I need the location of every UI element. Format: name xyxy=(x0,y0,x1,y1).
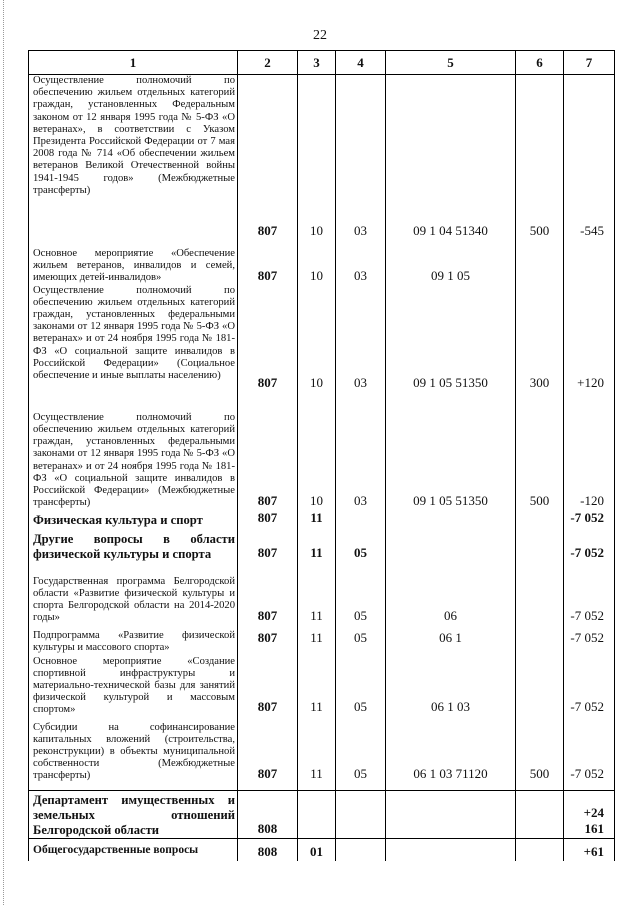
row-description: Осуществление полномочий по обеспечению жильем отдельных категорий граждан, установленных федеральными законами от 12 января 1995 года № 5-ФЗ «О ветеранах» и от 24 ноября 1995 года № 181-ФЗ «О социальной защите инвалидов в Российской Федерации» (Межбюджетные трансферты) xyxy=(29,395,238,510)
column-header-4: 4 xyxy=(336,51,386,75)
cell-target-article: 09 1 05 51350 xyxy=(386,285,516,395)
cell-target-article: 06 xyxy=(386,562,516,625)
cell-target-article: 09 1 05 51350 xyxy=(386,395,516,510)
table-row xyxy=(29,245,615,285)
cell-section: 11 xyxy=(298,717,336,783)
cell-expense-type xyxy=(516,245,564,285)
cell-amount: +120 xyxy=(564,285,615,395)
column-header-1: 1 xyxy=(29,51,238,75)
page-edge-line xyxy=(3,0,5,905)
cell-subsection: 05 xyxy=(336,656,386,717)
row-description: Осуществление полномочий по обеспечению жильем отдельных категорий граждан, установленных федеральными законами от 12 января 1995 года № 5-ФЗ «О ветеранах» и от 24 ноября 1995 года № 181-ФЗ «О социальной защите инвалидов в Российской Федерации» (Социальное обеспечение и иные выплаты населению) xyxy=(29,285,238,395)
cell-amount: -545 xyxy=(564,75,615,240)
column-header-7: 7 xyxy=(564,51,615,75)
cell-target-article: 06 1 03 xyxy=(386,656,516,717)
cell-expense-type xyxy=(516,656,564,717)
cell-section: 11 xyxy=(298,656,336,717)
cell-expense-type: 300 xyxy=(516,285,564,395)
page-number: 22 xyxy=(313,28,327,43)
cell-ministry-code: 807 xyxy=(238,656,298,717)
cell-amount: +24 161 xyxy=(564,791,615,839)
cell-amount: -7 052 xyxy=(564,717,615,783)
table-header-row xyxy=(29,51,615,75)
cell-subsection: 03 xyxy=(336,75,386,240)
cell-ministry-code: 807 xyxy=(238,630,298,656)
cell-ministry-code: 807 xyxy=(238,75,298,240)
cell-ministry-code: 807 xyxy=(238,285,298,395)
cell-section: 11 xyxy=(298,630,336,656)
cell-section: 10 xyxy=(298,245,336,285)
table-row xyxy=(29,395,615,510)
cell-subsection xyxy=(336,510,386,527)
table-row xyxy=(29,562,615,625)
cell-target-article: 06 1 03 71120 xyxy=(386,717,516,783)
cell-expense-type: 500 xyxy=(516,717,564,783)
cell-ministry-code: 807 xyxy=(238,245,298,285)
cell-amount: -120 xyxy=(564,395,615,510)
cell-ministry-code: 808 xyxy=(238,844,298,861)
cell-subsection: 03 xyxy=(336,285,386,395)
table-row xyxy=(29,630,615,656)
cell-expense-type xyxy=(516,791,564,839)
cell-subsection xyxy=(336,844,386,861)
table-row xyxy=(29,791,615,839)
cell-ministry-code: 807 xyxy=(238,717,298,783)
cell-section xyxy=(298,791,336,839)
cell-target-article xyxy=(386,532,516,562)
cell-amount xyxy=(564,245,615,285)
row-description: Государственная программа Белгородской области «Развитие физической культуры и спорта Белгородской области на 2014-2020 годы» xyxy=(29,562,238,625)
row-description: Физическая культура и спорт xyxy=(29,510,238,527)
cell-expense-type xyxy=(516,532,564,562)
table-row xyxy=(29,532,615,562)
column-header-3: 3 xyxy=(298,51,336,75)
cell-subsection: 05 xyxy=(336,717,386,783)
row-description: Департамент имущественных и земельных отношений Белгородской области xyxy=(29,791,238,839)
cell-subsection: 03 xyxy=(336,395,386,510)
row-description: Основное мероприятие «Создание спортивной инфраструктуры и материально-технической базы для занятий физической культурой и массовым спортом» xyxy=(29,656,238,717)
column-header-5: 5 xyxy=(386,51,516,75)
cell-amount: -7 052 xyxy=(564,656,615,717)
column-header-6: 6 xyxy=(516,51,564,75)
cell-expense-type xyxy=(516,630,564,656)
table-row xyxy=(29,285,615,395)
cell-target-article: 09 1 04 51340 xyxy=(386,75,516,240)
table-row xyxy=(29,844,615,861)
cell-section: 01 xyxy=(298,844,336,861)
cell-subsection: 05 xyxy=(336,630,386,656)
table-row xyxy=(29,510,615,527)
cell-section: 10 xyxy=(298,75,336,240)
cell-amount: -7 052 xyxy=(564,532,615,562)
cell-subsection xyxy=(336,791,386,839)
cell-expense-type: 500 xyxy=(516,75,564,240)
cell-section: 10 xyxy=(298,285,336,395)
cell-subsection: 05 xyxy=(336,532,386,562)
row-description: Общегосударственные вопросы xyxy=(29,844,238,861)
row-description: Другие вопросы в области физической культуры и спорта xyxy=(29,532,238,562)
column-header-2: 2 xyxy=(238,51,298,75)
cell-section: 11 xyxy=(298,562,336,625)
cell-amount: -7 052 xyxy=(564,510,615,527)
table-row xyxy=(29,717,615,783)
row-description: Основное мероприятие «Обеспечение жильем ветеранов, инвалидов и семей, имеющих детей-инвалидов» xyxy=(29,245,238,285)
table-row xyxy=(29,656,615,717)
cell-section: 11 xyxy=(298,510,336,527)
cell-target-article: 06 1 xyxy=(386,630,516,656)
cell-section: 11 xyxy=(298,532,336,562)
cell-target-article xyxy=(386,791,516,839)
row-description: Подпрограмма «Развитие физической культуры и массового спорта» xyxy=(29,630,238,656)
cell-target-article xyxy=(386,844,516,861)
table-row xyxy=(29,75,615,240)
cell-section: 10 xyxy=(298,395,336,510)
cell-subsection: 03 xyxy=(336,245,386,285)
cell-ministry-code: 807 xyxy=(238,510,298,527)
cell-ministry-code: 808 xyxy=(238,791,298,839)
cell-expense-type: 500 xyxy=(516,395,564,510)
budget-table xyxy=(28,50,615,861)
cell-ministry-code: 807 xyxy=(238,395,298,510)
cell-ministry-code: 807 xyxy=(238,532,298,562)
cell-amount: -7 052 xyxy=(564,562,615,625)
cell-target-article: 09 1 05 xyxy=(386,245,516,285)
row-description: Субсидии на софинансирование капитальных вложений (строительства, реконструкции) в объекты муниципальной собственности (Межбюджетные трансферты) xyxy=(29,717,238,783)
row-description: Осуществление полномочий по обеспечению жильем отдельных категорий граждан, установленных Федеральным законом от 12 января 1995 года № 5-ФЗ «О ветеранах», в соответствии с Указом Президента Российской Федерации от 7 мая 2008 года № 714 «Об обеспечении жильем ветеранов Великой Отечественной войны 1941-1945 годов» (Межбюджетные трансферты) xyxy=(29,75,238,240)
cell-target-article xyxy=(386,510,516,527)
cell-expense-type xyxy=(516,844,564,861)
cell-ministry-code: 807 xyxy=(238,562,298,625)
cell-amount: -7 052 xyxy=(564,630,615,656)
cell-amount: +61 xyxy=(564,844,615,861)
cell-expense-type xyxy=(516,562,564,625)
cell-expense-type xyxy=(516,510,564,527)
cell-subsection: 05 xyxy=(336,562,386,625)
